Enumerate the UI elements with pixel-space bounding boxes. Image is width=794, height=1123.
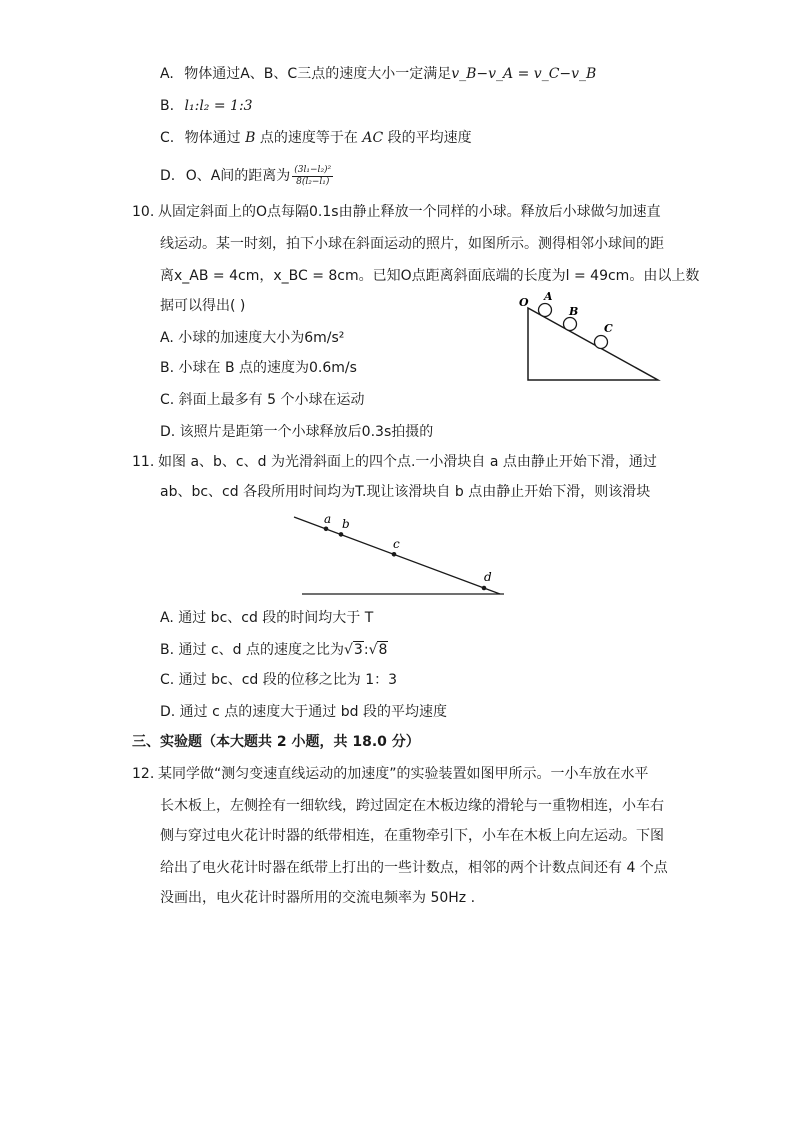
section-heading: 三、实验题（本大题共 2 小题，共 18.0 分）: [132, 734, 420, 750]
q11-option-d: D. 通过 c 点的速度大于通过 bd 段的平均速度: [160, 704, 447, 720]
option-text: 物体通过A、B、C三点的速度大小一定满足: [184, 66, 452, 82]
option-text: 点的速度等于在: [259, 130, 358, 146]
q12-line-4: 给出了电火花计时器在纸带上打出的一些计数点，相邻的两个计数点间还有 4 个点: [160, 860, 668, 876]
q10-line-2: 线运动。某一时刻，拍下小球在斜面运动的照片，如图所示。测得相邻小球间的距: [160, 236, 664, 252]
q9-option-a: [160, 64, 596, 84]
label-a: A: [544, 290, 553, 303]
option-text: B. 通过 c、d 点的速度之比为: [160, 642, 344, 658]
formula: l₁:l₂ = 1:3: [184, 98, 253, 114]
question-number: 12.: [132, 766, 155, 782]
q10-option-c: C. 斜面上最多有 5 个小球在运动: [160, 392, 365, 408]
q10-line-4: 据可以得出( ): [160, 298, 246, 314]
q11-option-b: [160, 640, 388, 660]
variable: AC: [362, 130, 384, 146]
q12-line-3: 侧与穿过电火花计时器的纸带相连，在重物牵引下，小车在木板上向左运动。下图: [160, 828, 664, 844]
label-b: b: [342, 517, 350, 531]
label-c: C: [604, 322, 613, 335]
q10-incline-figure: [512, 290, 664, 386]
ball-b: [564, 318, 577, 331]
q9-option-c: [160, 128, 472, 148]
q10-option-a: A. 小球的加速度大小为6m/s²: [160, 330, 345, 346]
q11-option-a: A. 通过 bc、cd 段的时间均大于 T: [160, 610, 374, 626]
question-number: 10.: [132, 204, 155, 220]
radicand: 3: [353, 642, 363, 658]
q11-line-2: ab、bc、cd 各段所用时间均为T.现让该滑块自 b 点由静止开始下滑，则该滑块: [160, 484, 651, 500]
incline-triangle: [528, 308, 658, 380]
question-text: 某同学做“测匀变速直线运动的加速度”的实验装置如图甲所示。一小车放在水平: [158, 766, 649, 782]
fraction-numerator: (3l₁−l₂)²: [294, 164, 332, 175]
option-label: D.: [160, 168, 176, 184]
question-text: 从固定斜面上的O点每隔0.1s由静止释放一个同样的小球。释放后小球做匀加速直: [158, 204, 661, 220]
q9-option-d: [160, 162, 333, 190]
option-label: B.: [160, 98, 175, 114]
question-number: 11.: [132, 454, 155, 470]
q12-line-5: 没画出，电火花计时器所用的交流电频率为 50Hz .: [160, 890, 476, 906]
q11-slope-figure: [288, 508, 510, 600]
label-c: c: [393, 537, 400, 551]
point-b: [339, 532, 344, 537]
ball-c: [595, 336, 608, 349]
q9-option-b: [160, 96, 253, 116]
option-text: 物体通过: [184, 130, 241, 146]
label-o: O: [519, 296, 529, 309]
q11-line-1: [132, 452, 657, 472]
option-text: 段的平均速度: [387, 130, 472, 146]
fraction: [292, 165, 333, 188]
question-text: 如图 a、b、c、d 为光滑斜面上的四个点.一小滑块自 a 点由静止开始下滑，通过: [158, 454, 657, 470]
option-label: C.: [160, 130, 175, 146]
q12-line-2: 长木板上，左侧拴有一细软线，跨过固定在木板边缘的滑轮与一重物相连，小车右: [160, 798, 664, 814]
q10-option-d: D. 该照片是距第一个小球释放后0.3s拍摄的: [160, 424, 434, 440]
q12-line-1: [132, 764, 649, 784]
ratio-colon: :: [363, 642, 369, 658]
q10-option-b: B. 小球在 B 点的速度为0.6m/s: [160, 360, 357, 376]
point-d: [482, 586, 487, 591]
radicand: 8: [378, 642, 388, 658]
fraction-denominator: 8(l₂−l₁): [296, 176, 330, 187]
q11-option-c: C. 通过 bc、cd 段的位移之比为 1：3: [160, 672, 398, 688]
ball-a: [539, 304, 552, 317]
variable: B: [245, 130, 256, 146]
sqrt-expression: √3:√8: [344, 642, 388, 658]
formula: v_B−v_A = v_C−v_B: [451, 66, 597, 82]
label-b: B: [569, 305, 579, 318]
point-c: [392, 552, 397, 557]
option-text: O、A间的距离为: [185, 168, 291, 184]
label-a: a: [324, 512, 332, 526]
q10-line-1: [132, 202, 661, 222]
option-label: A.: [160, 66, 174, 82]
point-a: [324, 527, 329, 532]
q10-line-3: 离x_AB = 4cm，x_BC = 8cm。已知O点距离斜面底端的长度为l = 49cm。由以上数: [160, 268, 700, 284]
label-d: d: [484, 570, 492, 584]
